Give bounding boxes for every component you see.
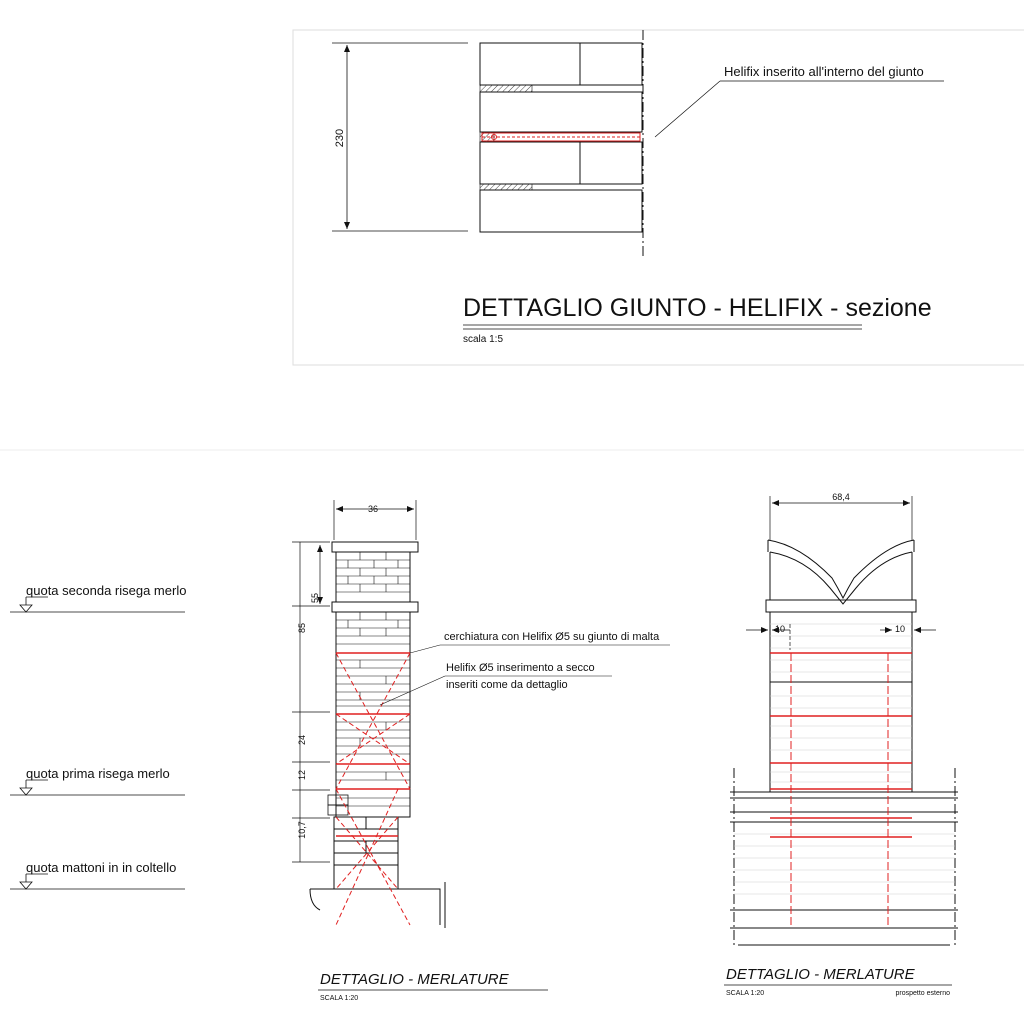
- right-elevation-scale: SCALA 1:20: [726, 990, 765, 997]
- dim-12: 12: [297, 769, 307, 781]
- right-helifix-red: [770, 653, 912, 925]
- helifix-bar: [482, 133, 640, 141]
- top-detail-scale: scala 1:5: [463, 334, 504, 345]
- level-label: quota seconda risega merlo: [26, 583, 187, 598]
- width-dim-68-4: 68,4: [832, 492, 850, 502]
- side-dim-left: 10: [774, 624, 786, 634]
- dim-10-7: 10,7: [297, 821, 307, 839]
- merlon-crown: [766, 540, 916, 612]
- hoop-callout: cerchiatura con Helifix Ø5 su giunto di malta: [444, 631, 660, 643]
- side-dim-right: 10: [894, 624, 906, 634]
- top-detail-title: DETTAGLIO GIUNTO - HELIFIX - sezione: [463, 294, 932, 322]
- level-first-merlon-offset: [10, 766, 185, 795]
- left-elevation-title: DETTAGLIO - MERLATURE: [320, 971, 509, 988]
- width-dim-36: 36: [367, 504, 379, 514]
- helifix-leader: [655, 81, 944, 137]
- left-elevation-scale: SCALA 1:20: [320, 995, 359, 1002]
- merlon-upper: [332, 542, 418, 817]
- vertical-dimension-chain: [292, 542, 330, 862]
- left-helifix-red: [336, 653, 410, 836]
- left-elevation: [292, 500, 670, 1002]
- level-brick-on-edge: [10, 860, 185, 889]
- dry-callout-1: Helifix Ø5 inserimento a secco: [446, 662, 595, 674]
- level-second-merlon-offset: [10, 583, 186, 612]
- dim-55: 55: [310, 592, 320, 604]
- level-markers: [10, 583, 186, 889]
- top-detail-panel: [293, 30, 1024, 365]
- level-label: quota prima risega merlo: [26, 766, 170, 781]
- dim-24: 24: [297, 734, 307, 746]
- dimension-230: [332, 43, 468, 231]
- base-wall: [730, 768, 958, 945]
- dim-85: 85: [297, 622, 307, 634]
- dry-callout-2: inseriti come da dettaglio: [446, 679, 568, 691]
- dimension-230-label: 230: [334, 128, 346, 148]
- right-elevation-view: prospetto esterno: [895, 990, 950, 997]
- level-label: quota mattoni in in coltello: [26, 860, 177, 875]
- right-elevation-title: DETTAGLIO - MERLATURE: [726, 966, 915, 983]
- helifix-callout: Helifix inserito all'interno del giunto: [724, 64, 924, 79]
- right-elevation: [724, 492, 958, 997]
